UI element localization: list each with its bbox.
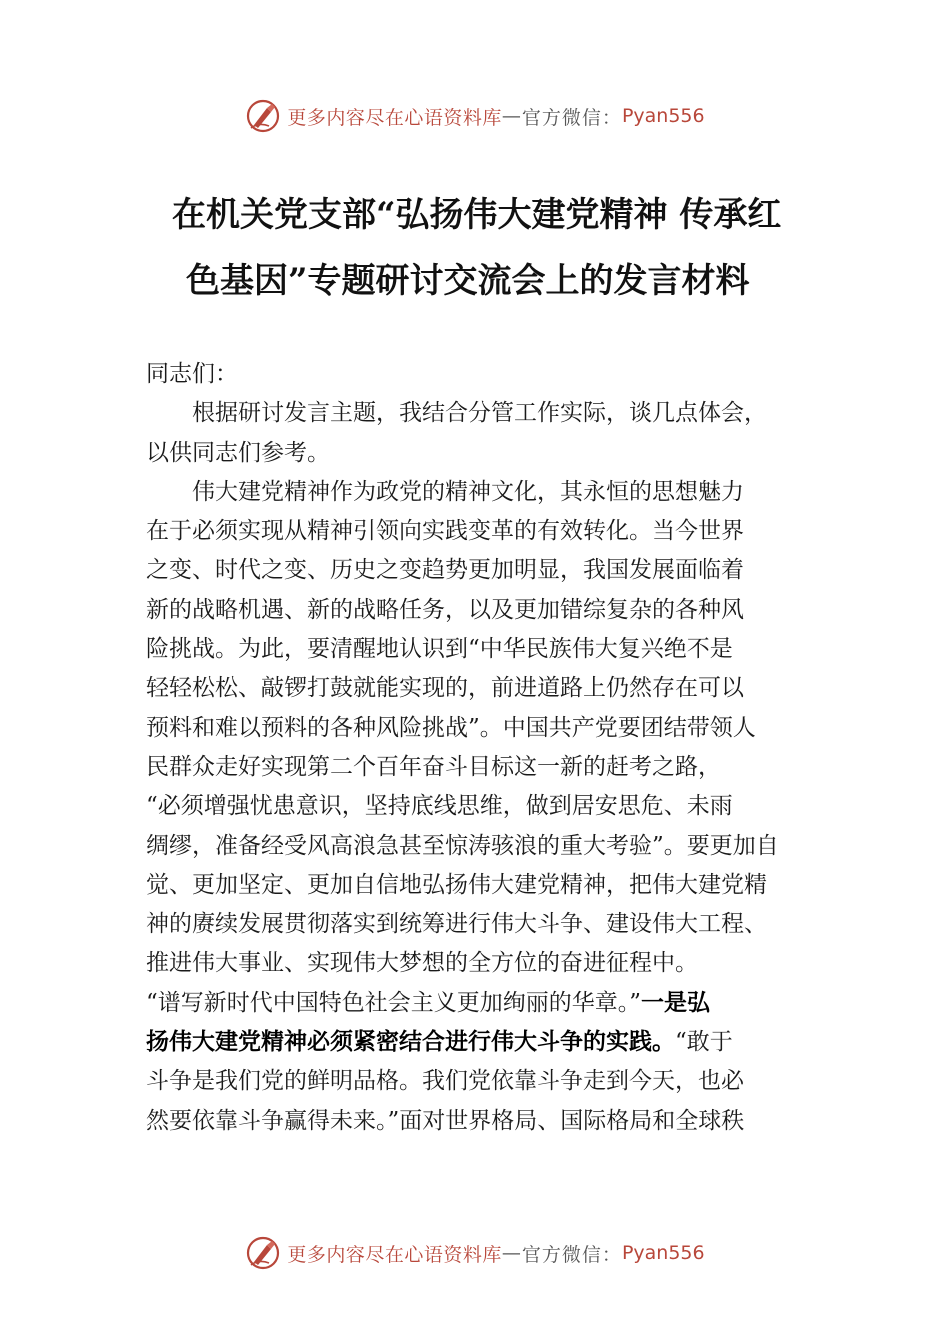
quote-text: “谱写新时代中国特色社会主义更加绚丽的华章。”: [146, 989, 642, 1016]
paragraph-3-line: 斗争是我们党的鲜明品格。我们党依靠斗争走到今天，也必: [146, 1068, 744, 1095]
document-body: [146, 355, 826, 1141]
salutation: 同志们：: [146, 361, 238, 387]
watermark-brand: 更多内容尽在心语资料库: [287, 106, 502, 129]
section-heading-start: 一是弘: [641, 989, 711, 1016]
watermark-separator: —: [501, 1242, 522, 1264]
paragraph-2-line: 轻轻松松、敲锣打鼓就能实现的，前进道路上仍然存在可以: [146, 675, 744, 702]
quote-start: “敢于: [675, 1029, 733, 1056]
watermark-wechat-id: Pyan556: [621, 105, 705, 127]
paragraph-2-line: 在于必须实现从精神引领向实践变革的有效转化。当今世界: [146, 518, 744, 545]
paragraph-2-line: 神的赓续发展贯彻落实到统筹进行伟大斗争、建设伟大工程、: [146, 911, 767, 938]
watermark-wechat-label: 官方微信：: [521, 1243, 622, 1266]
pen-nib-logo-icon: [245, 1235, 281, 1271]
watermark-wechat-id: Pyan556: [621, 1242, 705, 1264]
paragraph-2-line: 险挑战。为此，要清醒地认识到“中华民族伟大复兴绝不是: [146, 636, 733, 663]
watermark-brand: 更多内容尽在心语资料库: [287, 1243, 502, 1266]
watermark-separator: —: [501, 105, 522, 127]
paragraph-2-line: 伟大建党精神作为政党的精神文化，其永恒的思想魅力: [192, 478, 744, 505]
paragraph-2-line: 民群众走好实现第二个百年奋斗目标这一新的赶考之路，: [146, 753, 721, 780]
pen-nib-logo-icon: [245, 98, 281, 134]
watermark-wechat-label: 官方微信：: [521, 106, 622, 129]
title-line-2: 色基因”专题研讨交流会上的发言材料: [186, 261, 750, 301]
section-heading: 扬伟大建党精神必须紧密结合进行伟大斗争的实践。: [146, 1029, 675, 1056]
paragraph-2-line: 新的战略机遇、新的战略任务，以及更加错综复杂的各种风: [146, 596, 744, 623]
paragraph-2-line: 觉、更加坚定、更加自信地弘扬伟大建党精神，把伟大建党精: [146, 871, 767, 898]
paragraph-2-line: 推进伟大事业、实现伟大梦想的全方位的奋进征程中。: [146, 950, 698, 977]
paragraph-3-line: [146, 984, 826, 1023]
paragraph-2-line: 预料和难以预料的各种风险挑战”。中国共产党要团结带领人: [146, 714, 756, 741]
paragraph-2-line: “必须增强忧患意识，坚持底线思维，做到居安思危、未雨: [146, 793, 733, 820]
footer-watermark: [0, 1233, 950, 1273]
paragraph-3-line: [146, 1023, 826, 1062]
paragraph-1-line: 以供同志们参考。: [146, 439, 330, 466]
title-line-1: 在机关党支部“弘扬伟大建党精神 传承红: [172, 195, 782, 235]
paragraph-3-line: 然要依靠斗争赢得未来。”面对世界格局、国际格局和全球秩: [146, 1107, 745, 1134]
document-title: [150, 182, 830, 314]
paragraph-2-line: 之变、时代之变、历史之变趋势更加明显，我国发展面临着: [146, 557, 744, 584]
paragraph-1-line: 根据研讨发言主题，我结合分管工作实际，谈几点体会，: [192, 400, 767, 427]
paragraph-2-line: 绸缪，准备经受风高浪急甚至惊涛骇浪的重大考验”。要更加自: [146, 832, 779, 859]
header-watermark: [0, 96, 950, 136]
